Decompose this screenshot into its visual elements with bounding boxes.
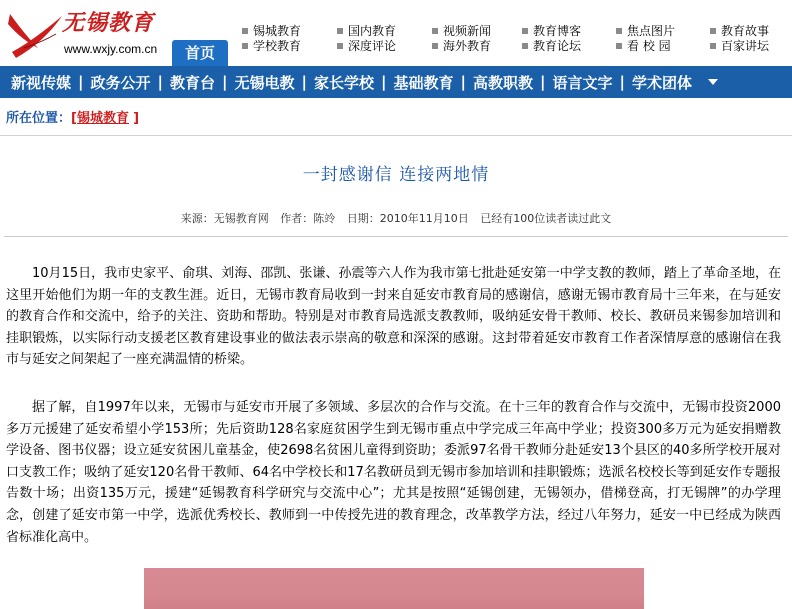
- breadcrumb-label: 所在位置：: [6, 111, 72, 126]
- nav-item-government[interactable]: 政务公开: [90, 73, 151, 92]
- article-author: 作者：陈竛: [280, 212, 336, 225]
- top-link-stories[interactable]: 教育故事: [710, 24, 769, 39]
- site-header: [0, 0, 792, 66]
- nav-separator: |: [540, 73, 546, 91]
- bullet-icon: [432, 43, 438, 49]
- nav-item-language[interactable]: 语言文字: [552, 73, 613, 92]
- nav-item-academic[interactable]: 学术团体: [632, 73, 693, 92]
- nav-separator: |: [619, 73, 625, 91]
- bullet-icon: [710, 43, 716, 49]
- nav-item-e-learning[interactable]: 无锡电教: [234, 73, 295, 92]
- nav-separator: |: [381, 73, 387, 91]
- article-source: 来源：无锡教育网: [180, 212, 269, 225]
- meta-divider: [4, 236, 788, 237]
- nav-item-parents[interactable]: 家长学校: [314, 73, 375, 92]
- top-link-forum[interactable]: 教育论坛: [522, 39, 581, 54]
- top-links-group-5: [616, 24, 675, 54]
- top-link-xicheng[interactable]: 锡城教育: [242, 24, 301, 39]
- top-links-group-1: [242, 24, 301, 54]
- nav-item-edu-tv[interactable]: 教育台: [170, 73, 216, 92]
- bullet-icon: [616, 43, 622, 49]
- article-paragraph: 10月15日，我市史家平、俞琪、刘海、邵凯、张谦、孙震等六人作为我市第七批赴延安第一中学支教的教师，踏上了革命圣地，在这里开始他们为期一年的支教生涯。近日，无锡市教育局收到一封来自延安市教育局的感谢信，感谢无锡市教育局十三年来，在与延安的教育合作和交流中，给予的关注、资助和帮助。特别是对市教育局选派支教教师，吸纳延安骨干教师、校长、教研员来锡参加培训和挂职锻炼，以实际行动支援老区教育建设事业的做法表示崇高的敬意和深深的感谢。这封带着延安市教育工作者深情厚意的感谢信在我市与延安之间架起了一座充满温情的桥梁。: [6, 266, 781, 368]
- top-links-group-2: [337, 24, 396, 54]
- top-link-overseas[interactable]: 海外教育: [432, 39, 491, 54]
- bullet-icon: [432, 28, 438, 34]
- home-tab[interactable]: 首页: [172, 40, 228, 66]
- nav-separator: |: [157, 73, 163, 91]
- top-links-group-4: [522, 24, 581, 54]
- article-paragraph: 据了解，自1997年以来，无锡市与延安市开展了多领域、多层次的合作与交流。在十三年的教育合作与交流中，无锡市投资2000多万元援建了延安希望小学153所；先后资助128名家庭贫困学生到无锡市重点中学完成三年高中学业；投资300多万元为延安捐赠教学设备、图书仪器；设立延安贫困儿童基金，使2698名贫困儿童得到资助；委派97名骨干教师分赴延安13个县区的40多所学校开展对口支教工作；吸纳了延安120名骨干教师、64名中学校长和17名教研员到无锡市参加培训和挂职锻炼；选派名校校长等到延安作专题报告数十场；出资135万元，援建“延锡教育科学研究与交流中心”；尤其是按照“延锡创建，无锡领办，借梯登高，打无锡牌”的办学理念，创建了延安市第一中学，选派优秀校长、教师到一中传授先进的教育理念，改革教学方法，经过八年努力，延安一中已经成为陕西省标准化高中。: [6, 400, 781, 545]
- breadcrumb-bracket-open: [: [71, 111, 77, 126]
- nav-item-basic-edu[interactable]: 基础教育: [393, 73, 454, 92]
- logo-text: 无锡教育: [62, 10, 155, 36]
- top-links-group-6: [710, 24, 769, 54]
- nav-separator: |: [301, 73, 307, 91]
- site-logo[interactable]: [4, 2, 174, 62]
- bullet-icon: [337, 43, 343, 49]
- main-nav: [0, 66, 792, 98]
- top-link-campus[interactable]: 看 校 园: [616, 39, 675, 54]
- nav-item-higher-edu[interactable]: 高教职教: [473, 73, 534, 92]
- top-link-commentary[interactable]: 深度评论: [337, 39, 396, 54]
- top-link-school[interactable]: 学校教育: [242, 39, 301, 54]
- breadcrumb-link-xicheng[interactable]: 锡城教育: [76, 111, 129, 126]
- chevron-down-icon[interactable]: [707, 76, 719, 88]
- top-link-photos[interactable]: 焦点图片: [616, 24, 675, 39]
- breadcrumb: [0, 98, 792, 136]
- top-links-group-3: [432, 24, 491, 54]
- nav-separator: |: [460, 73, 466, 91]
- bullet-icon: [242, 28, 248, 34]
- site-url: www.wxjy.com.cn: [64, 42, 158, 56]
- article-meta: [0, 210, 792, 226]
- nav-item-media[interactable]: 新视传媒: [11, 73, 72, 92]
- nav-separator: |: [222, 73, 228, 91]
- top-link-blog[interactable]: 教育博客: [522, 24, 581, 39]
- bullet-icon: [522, 28, 528, 34]
- top-link-video-news[interactable]: 视频新闻: [432, 24, 491, 39]
- nav-separator: |: [78, 73, 84, 91]
- logo-swoosh-icon: [4, 2, 64, 60]
- article-date: 日期：2010年11月10日: [346, 212, 469, 225]
- bullet-icon: [710, 28, 716, 34]
- article-image: [144, 568, 644, 609]
- article-read-count: 已经有100位读者读过此文: [480, 212, 612, 225]
- top-link-domestic[interactable]: 国内教育: [337, 24, 396, 39]
- bullet-icon: [522, 43, 528, 49]
- bullet-icon: [616, 28, 622, 34]
- bullet-icon: [242, 43, 248, 49]
- article-title: 一封感谢信 连接两地情: [302, 165, 490, 185]
- top-link-lectures[interactable]: 百家讲坛: [710, 39, 769, 54]
- bullet-icon: [337, 28, 343, 34]
- breadcrumb-bracket-close: ]: [133, 111, 140, 126]
